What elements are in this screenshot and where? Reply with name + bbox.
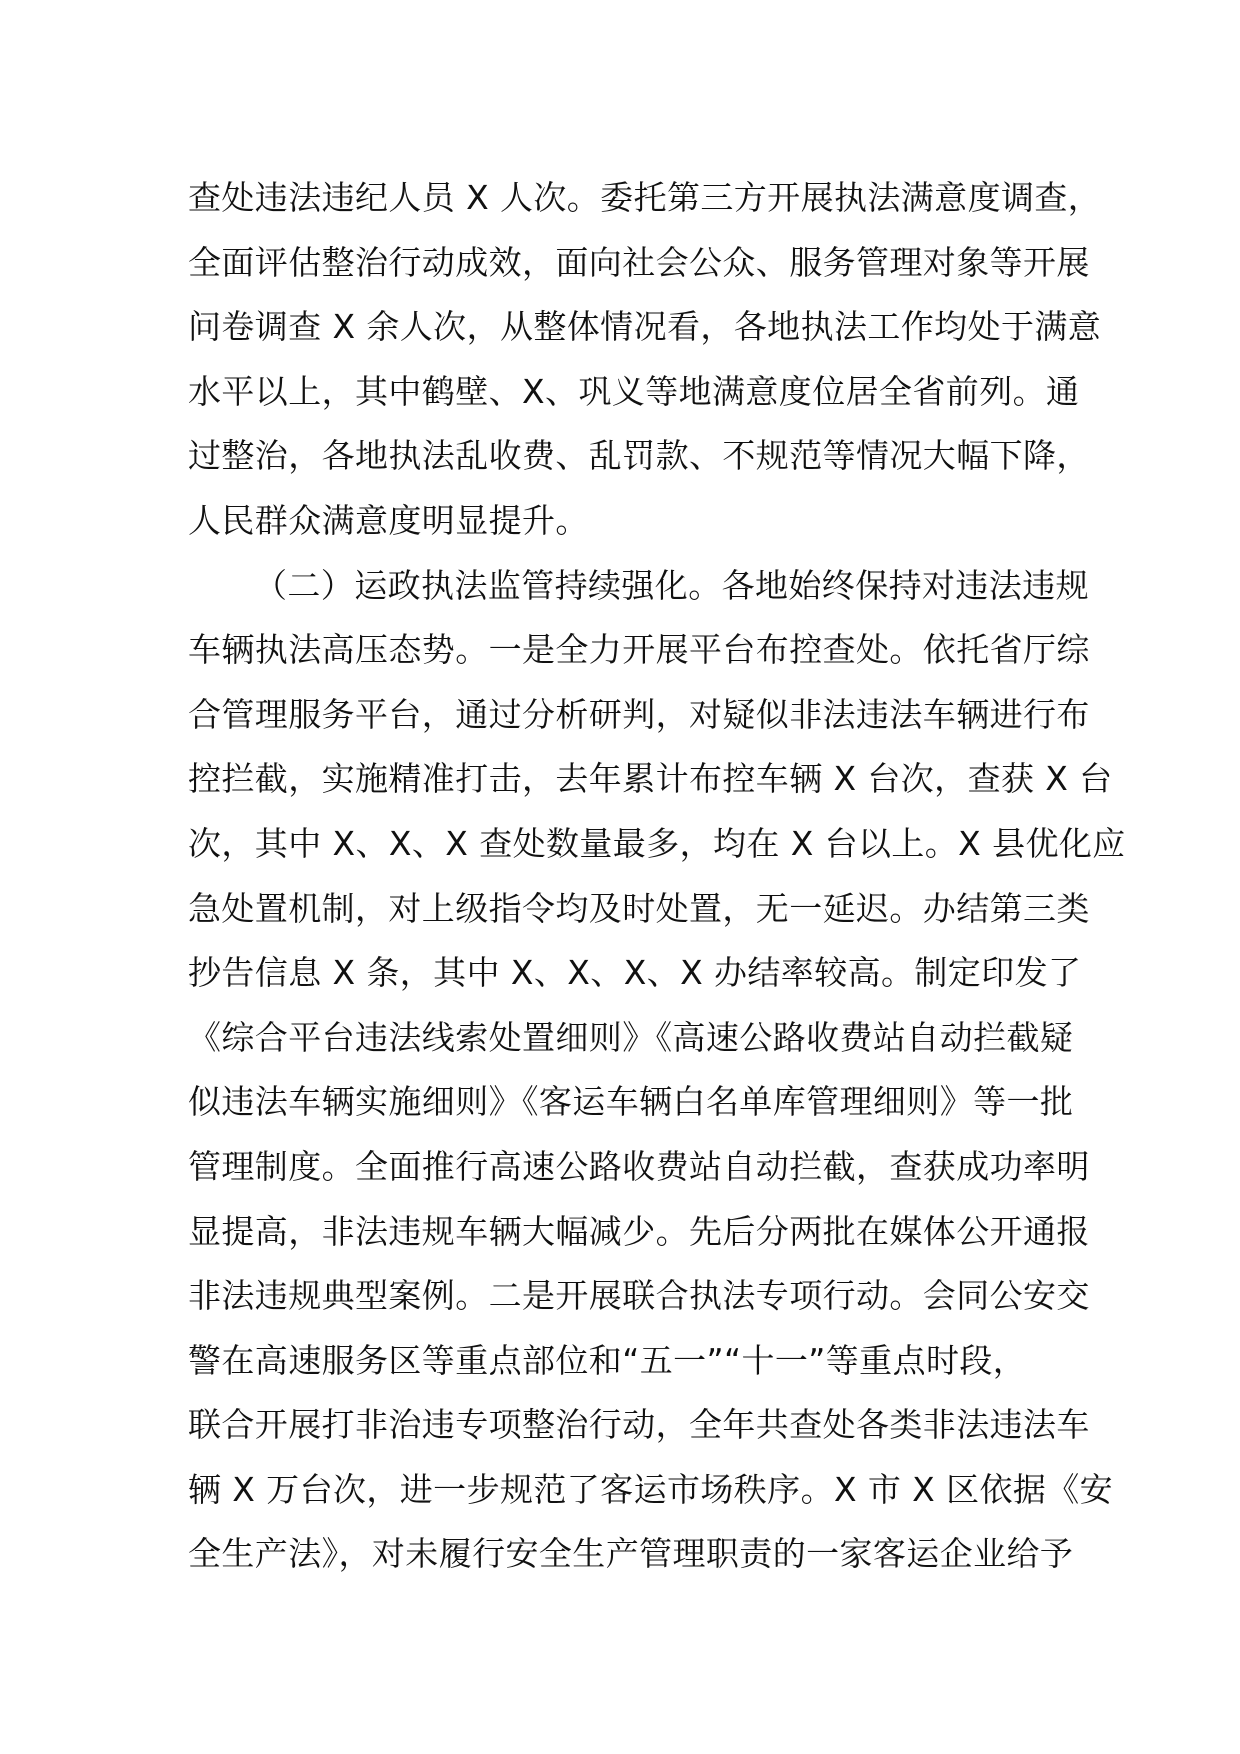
text-line: 显提高，非法违规车辆大幅减少。先后分两批在媒体公开通报 — [188, 1211, 1090, 1251]
body-text — [188, 166, 1126, 1587]
text-line: 急处置机制，对上级指令均及时处置，无一延迟。办结第三类 — [188, 888, 1090, 928]
text-line: 次，其中 X、X、X 查处数量最多，均在 X 台以上。X 县优化应 — [188, 823, 1126, 863]
text-line: 非法违规典型案例。二是开展联合执法专项行动。会同公安交 — [188, 1276, 1090, 1316]
text-line: 查处违法违纪人员 X 人次。委托第三方开展执法满意度调查， — [188, 178, 1102, 217]
text-line: 全面评估整治行动成效，面向社会公众、服务管理对象等开展 — [188, 242, 1090, 282]
text-line: 管理制度。全面推行高速公路收费站自动拦截，查获成功率明 — [188, 1146, 1090, 1186]
text-line: 抄告信息 X 条，其中 X、X、X、X 办结率较高。制定印发了 — [188, 953, 1082, 993]
text-line: 水平以上，其中鹤壁、X、巩义等地满意度位居全省前列。通 — [188, 371, 1080, 411]
text-line: 全生产法》，对未履行安全生产管理职责的一家客运企业给予 — [188, 1534, 1074, 1574]
text-line: 问卷调查 X 余人次，从整体情况看，各地执法工作均处于满意 — [188, 307, 1102, 347]
text-line: 辆 X 万台次，进一步规范了客运市场秩序。X 市 X 区依据《安 — [188, 1469, 1114, 1509]
text-line: 警在高速服务区等重点部位和“五一”“十一”等重点时段， — [188, 1340, 1027, 1380]
text-line: 过整治，各地执法乱收费、乱罚款、不规范等情况大幅下降， — [188, 436, 1090, 476]
section-heading-line: （二）运政执法监管持续强化。各地始终保持对违法违规 — [254, 565, 1089, 605]
text-line: 联合开展打非治违专项整治行动，全年共查处各类非法违法车 — [188, 1405, 1090, 1445]
text-line: 人民群众满意度明显提升。 — [188, 500, 589, 540]
text-line: 车辆执法高压态势。一是全力开展平台布控查处。依托省厅综 — [188, 630, 1090, 670]
text-line: 似违法车辆实施细则》《客运车辆白名单库管理细则》等一批 — [188, 1082, 1074, 1122]
text-line: 控拦截，实施精准打击，去年累计布控车辆 X 台次，查获 X 台 — [188, 759, 1113, 799]
text-line: 《综合平台违法线索处置细则》《高速公路收费站自动拦截疑 — [188, 1017, 1074, 1057]
text-line: 合管理服务平台，通过分析研判，对疑似非法违法车辆进行布 — [188, 694, 1090, 734]
